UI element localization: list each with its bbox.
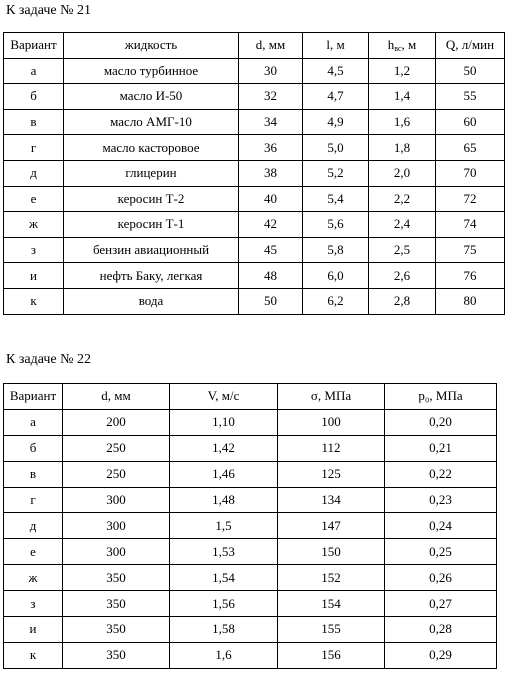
- table-row: [4, 263, 505, 289]
- cell-v: 1,10: [170, 409, 278, 435]
- header-pressure: p₀, МПа: [385, 384, 497, 410]
- cell-q: 70: [436, 160, 505, 186]
- cell-p0: 0,29: [385, 642, 497, 668]
- cell-variant: ж: [4, 212, 64, 238]
- cell-sigma: 100: [278, 409, 385, 435]
- cell-d: 350: [63, 642, 170, 668]
- h-subscript: вс: [394, 44, 402, 54]
- table-header-row: [4, 384, 497, 410]
- cell-liquid: керосин Т-2: [64, 186, 239, 212]
- cell-sigma: 125: [278, 461, 385, 487]
- cell-h: 2,5: [369, 237, 436, 263]
- table-row: [4, 160, 505, 186]
- table-row: [4, 58, 505, 84]
- table-row: [4, 565, 497, 591]
- cell-l: 4,9: [303, 109, 369, 135]
- table-row: [4, 513, 497, 539]
- cell-p0: 0,25: [385, 539, 497, 565]
- cell-variant: е: [4, 186, 64, 212]
- cell-q: 76: [436, 263, 505, 289]
- cell-l: 5,0: [303, 135, 369, 161]
- cell-variant: г: [4, 135, 64, 161]
- header-liquid: жидкость: [64, 33, 239, 59]
- table-row: [4, 135, 505, 161]
- cell-q: 75: [436, 237, 505, 263]
- cell-h: 2,4: [369, 212, 436, 238]
- cell-h: 1,6: [369, 109, 436, 135]
- header-velocity: V, м/с: [170, 384, 278, 410]
- cell-l: 4,7: [303, 84, 369, 110]
- cell-variant: д: [4, 513, 63, 539]
- cell-l: 6,0: [303, 263, 369, 289]
- cell-d: 50: [239, 288, 303, 314]
- cell-v: 1,58: [170, 617, 278, 643]
- cell-sigma: 112: [278, 435, 385, 461]
- cell-v: 1,42: [170, 435, 278, 461]
- cell-liquid: вода: [64, 288, 239, 314]
- cell-h: 1,4: [369, 84, 436, 110]
- cell-variant: а: [4, 409, 63, 435]
- table-row: [4, 237, 505, 263]
- task-21-title: К задаче № 21: [6, 3, 91, 18]
- header-diameter: d, мм: [63, 384, 170, 410]
- cell-sigma: 155: [278, 617, 385, 643]
- cell-variant: ж: [4, 565, 63, 591]
- cell-h: 1,8: [369, 135, 436, 161]
- table-row: [4, 461, 497, 487]
- cell-sigma: 156: [278, 642, 385, 668]
- cell-d: 42: [239, 212, 303, 238]
- cell-sigma: 150: [278, 539, 385, 565]
- cell-d: 250: [63, 435, 170, 461]
- cell-h: 2,6: [369, 263, 436, 289]
- table-row: [4, 435, 497, 461]
- cell-v: 1,5: [170, 513, 278, 539]
- cell-liquid: масло касторовое: [64, 135, 239, 161]
- cell-d: 250: [63, 461, 170, 487]
- cell-liquid: масло И-50: [64, 84, 239, 110]
- cell-variant: г: [4, 487, 63, 513]
- table-row: [4, 109, 505, 135]
- cell-p0: 0,23: [385, 487, 497, 513]
- header-suction-height: [369, 33, 436, 59]
- cell-d: 32: [239, 84, 303, 110]
- cell-variant: в: [4, 109, 64, 135]
- cell-v: 1,56: [170, 591, 278, 617]
- cell-l: 5,4: [303, 186, 369, 212]
- cell-variant: к: [4, 642, 63, 668]
- h-base: h: [387, 37, 395, 53]
- h-unit: , м: [401, 37, 417, 53]
- cell-liquid: керосин Т-1: [64, 212, 239, 238]
- cell-q: 74: [436, 212, 505, 238]
- cell-d: 36: [239, 135, 303, 161]
- table-row: [4, 487, 497, 513]
- table-row: [4, 617, 497, 643]
- header-diameter: d, мм: [239, 33, 303, 59]
- cell-liquid: бензин авиационный: [64, 237, 239, 263]
- cell-v: 1,6: [170, 642, 278, 668]
- cell-d: 300: [63, 513, 170, 539]
- cell-v: 1,46: [170, 461, 278, 487]
- cell-p0: 0,28: [385, 617, 497, 643]
- cell-sigma: 154: [278, 591, 385, 617]
- cell-d: 350: [63, 617, 170, 643]
- cell-l: 6,2: [303, 288, 369, 314]
- cell-p0: 0,20: [385, 409, 497, 435]
- cell-variant: з: [4, 237, 64, 263]
- table-row: [4, 409, 497, 435]
- cell-d: 350: [63, 591, 170, 617]
- cell-h: 2,0: [369, 160, 436, 186]
- cell-p0: 0,24: [385, 513, 497, 539]
- header-variant: Вариант: [4, 384, 63, 410]
- cell-v: 1,48: [170, 487, 278, 513]
- cell-d: 48: [239, 263, 303, 289]
- table-row: [4, 212, 505, 238]
- table-header-row: [4, 33, 505, 59]
- cell-q: 72: [436, 186, 505, 212]
- cell-l: 5,2: [303, 160, 369, 186]
- cell-variant: в: [4, 461, 63, 487]
- cell-variant: з: [4, 591, 63, 617]
- cell-p0: 0,27: [385, 591, 497, 617]
- cell-q: 55: [436, 84, 505, 110]
- cell-sigma: 134: [278, 487, 385, 513]
- cell-sigma: 147: [278, 513, 385, 539]
- cell-d: 350: [63, 565, 170, 591]
- cell-variant: б: [4, 84, 64, 110]
- table-row: [4, 84, 505, 110]
- cell-q: 60: [436, 109, 505, 135]
- cell-l: 5,8: [303, 237, 369, 263]
- table-row: [4, 642, 497, 668]
- cell-d: 38: [239, 160, 303, 186]
- table-row: [4, 186, 505, 212]
- cell-h: 2,2: [369, 186, 436, 212]
- cell-variant: д: [4, 160, 64, 186]
- cell-sigma: 152: [278, 565, 385, 591]
- cell-variant: к: [4, 288, 64, 314]
- cell-p0: 0,26: [385, 565, 497, 591]
- cell-variant: и: [4, 617, 63, 643]
- cell-liquid: глицерин: [64, 160, 239, 186]
- cell-h: 2,8: [369, 288, 436, 314]
- cell-p0: 0,21: [385, 435, 497, 461]
- cell-variant: б: [4, 435, 63, 461]
- cell-h: 1,2: [369, 58, 436, 84]
- cell-d: 300: [63, 487, 170, 513]
- task-22-table: [3, 383, 497, 669]
- cell-variant: е: [4, 539, 63, 565]
- table-row: [4, 591, 497, 617]
- task-21-table: [3, 32, 505, 315]
- cell-v: 1,54: [170, 565, 278, 591]
- cell-liquid: масло АМГ-10: [64, 109, 239, 135]
- table-row: [4, 288, 505, 314]
- cell-d: 45: [239, 237, 303, 263]
- cell-variant: а: [4, 58, 64, 84]
- cell-l: 5,6: [303, 212, 369, 238]
- cell-q: 80: [436, 288, 505, 314]
- header-stress: σ, МПа: [278, 384, 385, 410]
- cell-d: 300: [63, 539, 170, 565]
- cell-q: 50: [436, 58, 505, 84]
- cell-d: 200: [63, 409, 170, 435]
- cell-d: 34: [239, 109, 303, 135]
- cell-p0: 0,22: [385, 461, 497, 487]
- header-length: l, м: [303, 33, 369, 59]
- cell-liquid: масло турбинное: [64, 58, 239, 84]
- task-22-title: К задаче № 22: [6, 352, 91, 367]
- cell-l: 4,5: [303, 58, 369, 84]
- cell-variant: и: [4, 263, 64, 289]
- cell-v: 1,53: [170, 539, 278, 565]
- cell-d: 40: [239, 186, 303, 212]
- header-flow-rate: Q, л/мин: [436, 33, 505, 59]
- cell-d: 30: [239, 58, 303, 84]
- cell-liquid: нефть Баку, легкая: [64, 263, 239, 289]
- cell-q: 65: [436, 135, 505, 161]
- table-row: [4, 539, 497, 565]
- header-variant: Вариант: [4, 33, 64, 59]
